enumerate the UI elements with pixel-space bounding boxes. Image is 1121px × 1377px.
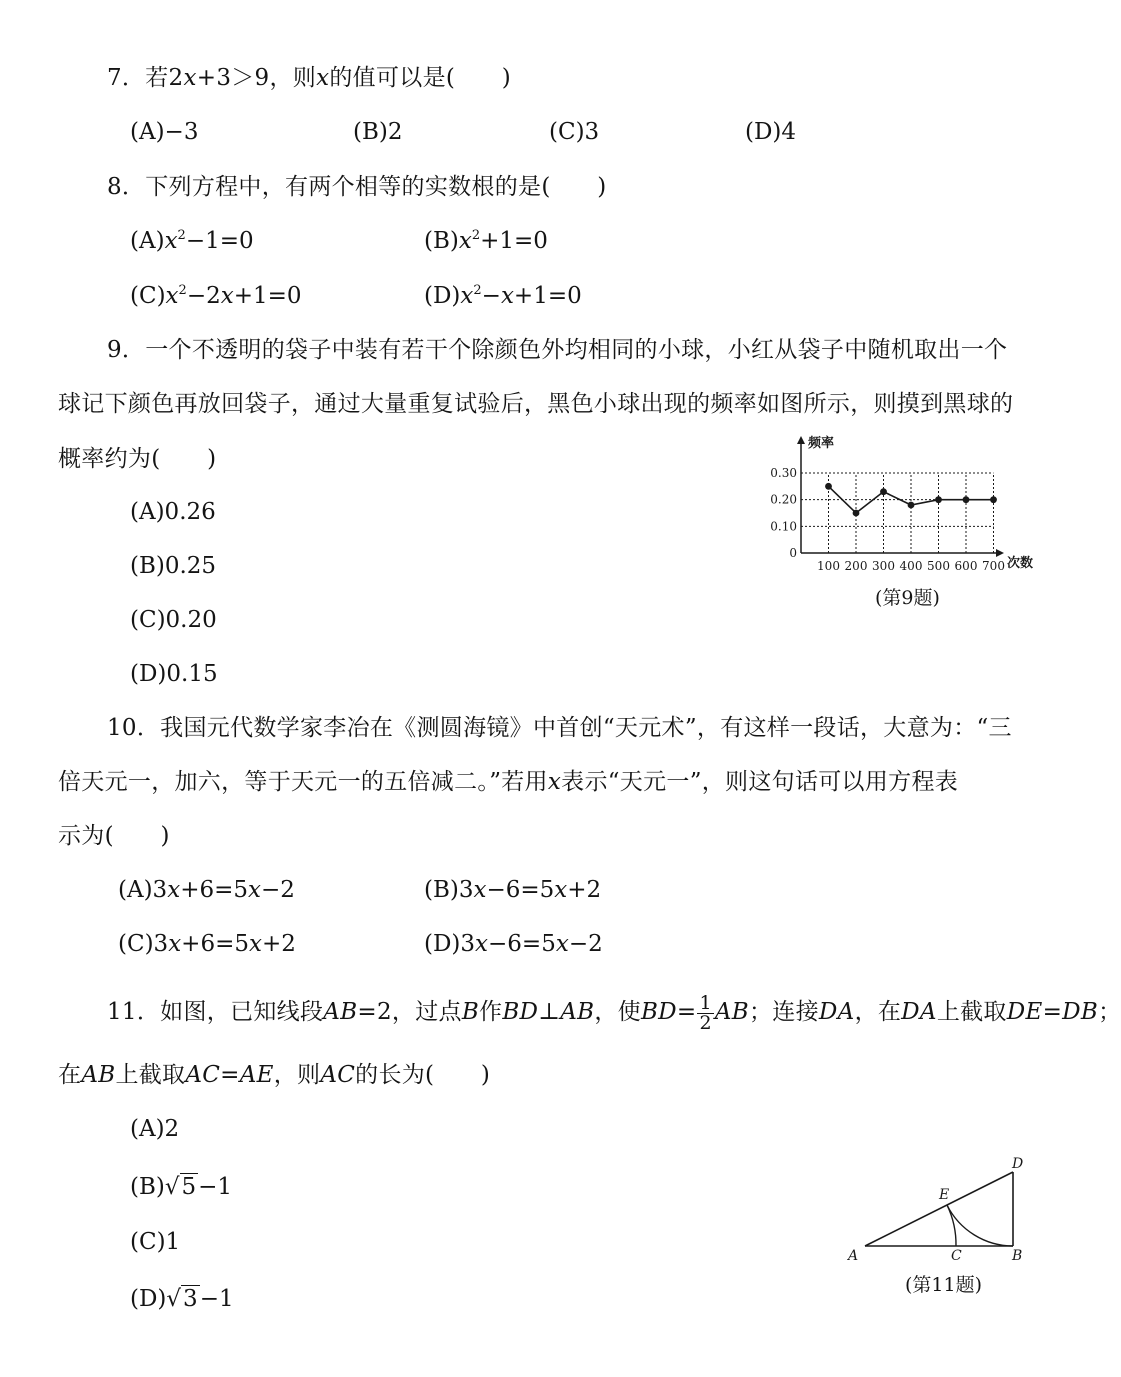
q7-option-a[interactable]: (A)−3 xyxy=(130,119,199,145)
y-tick-label-0: 0.30 xyxy=(770,466,797,480)
y-axis-arrow xyxy=(797,436,805,444)
q10-option-d[interactable]: (D)3x−6=5x−2 xyxy=(424,931,603,957)
segment-ad xyxy=(865,1172,1013,1246)
y-tick-label-1: 0.20 xyxy=(770,492,797,507)
q9-figure-caption: (第9题) xyxy=(875,587,940,609)
sqrt-three: √3 xyxy=(166,1286,198,1312)
point-label-b: B xyxy=(1012,1248,1023,1264)
x-tick-label-3: 400 xyxy=(899,559,923,573)
q10-stem-line1: 10．我国元代数学家李冶在《测圆海镜》中首创“天元术”，有这样一段话，大意为：“三 xyxy=(107,715,1012,741)
q8-stem: 8．下列方程中，有两个相等的实数根的是( ) xyxy=(107,174,607,200)
q10-option-b[interactable]: (B)3x−6=5x+2 xyxy=(424,877,602,903)
y-tick-label-2: 0.10 xyxy=(770,519,797,534)
q11-geometry-figure xyxy=(840,1150,1040,1270)
q11-option-b[interactable]: (B)√5−1 xyxy=(130,1174,233,1200)
x-axis-arrow xyxy=(996,549,1004,557)
q8-option-c[interactable]: $(C)x^2-2x+1=0$ xyxy=(130,283,302,309)
data-point-500 xyxy=(935,496,942,503)
x-tick-label-5: 600 xyxy=(954,559,978,573)
frequency-line-chart xyxy=(760,430,1050,580)
q10-option-a[interactable]: (A)3x+6=5x−2 xyxy=(118,877,295,903)
q11-option-d[interactable]: (D)√3−1 xyxy=(130,1286,234,1312)
q7-option-c[interactable]: (C)3 xyxy=(549,119,600,145)
x-axis-label: 次数 xyxy=(1007,556,1034,571)
q7-option-d[interactable]: (D)4 xyxy=(745,119,797,145)
arc-e-to-c xyxy=(947,1205,956,1246)
q10-option-c[interactable]: (C)3x+6=5x+2 xyxy=(118,931,296,957)
x-tick-label-2: 300 xyxy=(872,559,895,573)
data-point-600 xyxy=(963,496,970,503)
q10-number: 10． xyxy=(107,715,161,741)
x-tick-label-1: 200 xyxy=(844,559,868,573)
q8-option-b[interactable]: $(B)x^2+1=0$ xyxy=(424,228,548,254)
q11-number: 11． xyxy=(107,999,161,1025)
q9-stem-line2: 球记下颜色再放回袋子，通过大量重复试验后，黑色小球出现的频率如图所示，则摸到黑球的 xyxy=(58,391,1014,417)
data-point-700 xyxy=(990,496,997,503)
q11-stem-line1: 11．如图，已知线段AB=2，过点B作BD⊥AB，使BD= $\frac{1}{2}$ AB；连接DA，在DA上截取DE=DB； xyxy=(107,991,1121,1034)
q10-stem-line3: 示为( ) xyxy=(58,823,170,849)
y-tick-label-3: 0 xyxy=(789,546,797,560)
q9-option-d[interactable]: (D)0.15 xyxy=(130,661,218,687)
x-tick-label-4: 500 xyxy=(927,559,950,573)
y-axis-label: 频率 xyxy=(808,436,835,451)
q8-option-d[interactable]: $(D)x^2-x+1=0$ xyxy=(424,283,582,309)
q11-option-a[interactable]: (A)2 xyxy=(130,1116,180,1142)
point-label-d: D xyxy=(1012,1156,1024,1172)
q8-option-a[interactable]: $(A)x^2-1=0$ xyxy=(130,228,254,254)
q7-stem: 7．若2x+3＞9，则x的值可以是( ) xyxy=(107,65,512,91)
x-tick-label-0: 100 xyxy=(817,559,840,573)
data-point-200 xyxy=(853,510,860,517)
data-point-400 xyxy=(908,502,915,509)
point-label-c: C xyxy=(951,1248,962,1264)
q9-option-b[interactable]: (B)0.25 xyxy=(130,553,217,579)
q9-option-c[interactable]: (C)0.20 xyxy=(130,607,217,633)
q9-stem-line1: 9．一个不透明的袋子中装有若干个除颜色外均相同的小球，小红从袋子中随机取出一个 xyxy=(107,337,1008,363)
fraction-one-half: $\frac{1}{2}$ xyxy=(699,991,712,1034)
arc-db-to-e xyxy=(947,1205,1013,1246)
q7-number: 7． xyxy=(107,65,146,91)
q9-stem-line3: 概率约为( ) xyxy=(58,446,217,472)
q11-figure-caption: (第11题) xyxy=(905,1274,983,1296)
x-tick-label-6: 700 xyxy=(982,559,1005,573)
x-tick-labels xyxy=(817,559,1005,573)
point-label-a: A xyxy=(848,1248,859,1264)
q8-number: 8． xyxy=(107,174,146,200)
q9-number: 9． xyxy=(107,337,146,363)
data-point-100 xyxy=(825,483,832,490)
sqrt-five: √5 xyxy=(164,1174,197,1200)
q10-stem-line2: 倍天元一，加六，等于天元一的五倍减二。”若用x表示“天元一”，则这句话可以用方程表 xyxy=(58,769,959,795)
q7-option-b[interactable]: (B)2 xyxy=(353,119,403,145)
q9-option-a[interactable]: (A)0.26 xyxy=(130,499,216,525)
q11-stem-line2: 在AB上截取AC=AE，则AC的长为( ) xyxy=(58,1062,491,1088)
q11-option-c[interactable]: (C)1 xyxy=(130,1229,181,1255)
y-tick-labels xyxy=(770,466,797,560)
point-label-e: E xyxy=(939,1187,950,1203)
data-point-300 xyxy=(880,488,887,495)
